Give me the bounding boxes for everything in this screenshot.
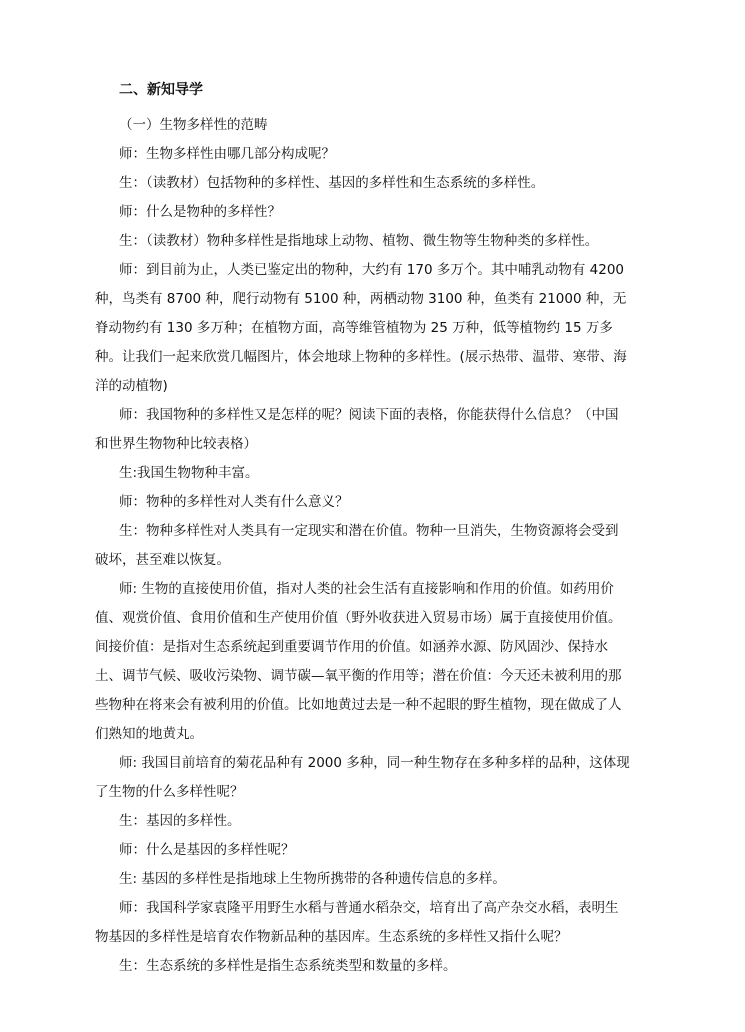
- dialogue-paragraph: 师：生物多样性由哪几部分构成呢？: [119, 146, 335, 162]
- dialogue-paragraph: 生：（读教材）包括物种的多样性、基因的多样性和生态系统的多样性。: [119, 175, 545, 191]
- dialogue-paragraph: 生:我国生物物种丰富。: [119, 465, 259, 481]
- dialogue-paragraph: 师：什么是基因的多样性呢？: [119, 842, 295, 858]
- dialogue-paragraph: 生: 基因的多样性是指地球上生物所携带的各种遗传信息的多样。: [119, 871, 506, 887]
- dialogue-paragraph: 生：（读教材）物种多样性是指地球上动物、植物、微生物等生物种类的多样性。: [119, 233, 599, 249]
- dialogue-paragraph: 师：到目前为止，人类已鉴定出的物种，大约有 170 多万个。其中哺乳动物有 4200 种，鸟类有 8700 种，爬行动物有 5100 种，两栖动物 3100 种，鱼类有 21000 种，无脊动物约有 130 多万种；在植物方面，高等维管植物为 25 万种，低等植物约 15 万多种。让我们一起来欣赏几幅图片，体会地球上物种的多样性。(展示热带、温带、寒带、海洋的动植物): [95, 262, 627, 394]
- dialogue-paragraph: 师：物种的多样性对人类有什么意义？: [119, 494, 349, 510]
- dialogue-paragraph: 生：生态系统的多样性是指生态系统类型和数量的多样。: [119, 958, 457, 974]
- dialogue-paragraph: 生：基因的多样性。: [119, 813, 241, 829]
- dialogue-paragraph: 师：什么是物种的多样性？: [119, 204, 281, 220]
- dialogue-paragraph: 师：我国科学家袁隆平用野生水稻与普通水稻杂交，培育出了高产杂交水稻，表明生物基因的多样性是培育农作物新品种的基因库。生态系统的多样性又指什么呢？: [95, 900, 619, 945]
- section-heading: 二、新知导学: [119, 82, 203, 98]
- dialogue-paragraph: 师: 我国目前培育的菊花品种有 2000 多种，同一种生物存在多种多样的品种，这体现了生物的什么多样性呢？: [95, 755, 630, 800]
- document-body: [95, 80, 631, 981]
- paragraph-list: [95, 111, 631, 981]
- dialogue-paragraph: 师：我国物种的多样性又是怎样的呢？阅读下面的表格，你能获得什么信息？（中国和世界生物物种比较表格）: [95, 407, 619, 452]
- dialogue-paragraph: 师: 生物的直接使用价值，指对人类的社会生活有直接影响和作用的价值。如药用价值、观赏价值、食用价值和生产使用价值（野外收获进入贸易市场）属于直接使用价值。间接价值：是指对生态系统起到重要调节作用的价值。如涵养水源、防风固沙、保持水土、调节气候、吸收污染物、调节碳—氧平衡的作用等；潜在价值：今天还未被利用的那些物种在将来会有被利用的价值。比如地黄过去是一种不起眼的野生植物，现在做成了人们熟知的地黄丸。: [95, 581, 622, 742]
- dialogue-paragraph: 生：物种多样性对人类具有一定现实和潜在价值。物种一旦消失，生物资源将会受到破坏，甚至难以恢复。: [95, 523, 619, 568]
- subsection-title: （一）生物多样性的范畴: [119, 117, 268, 133]
